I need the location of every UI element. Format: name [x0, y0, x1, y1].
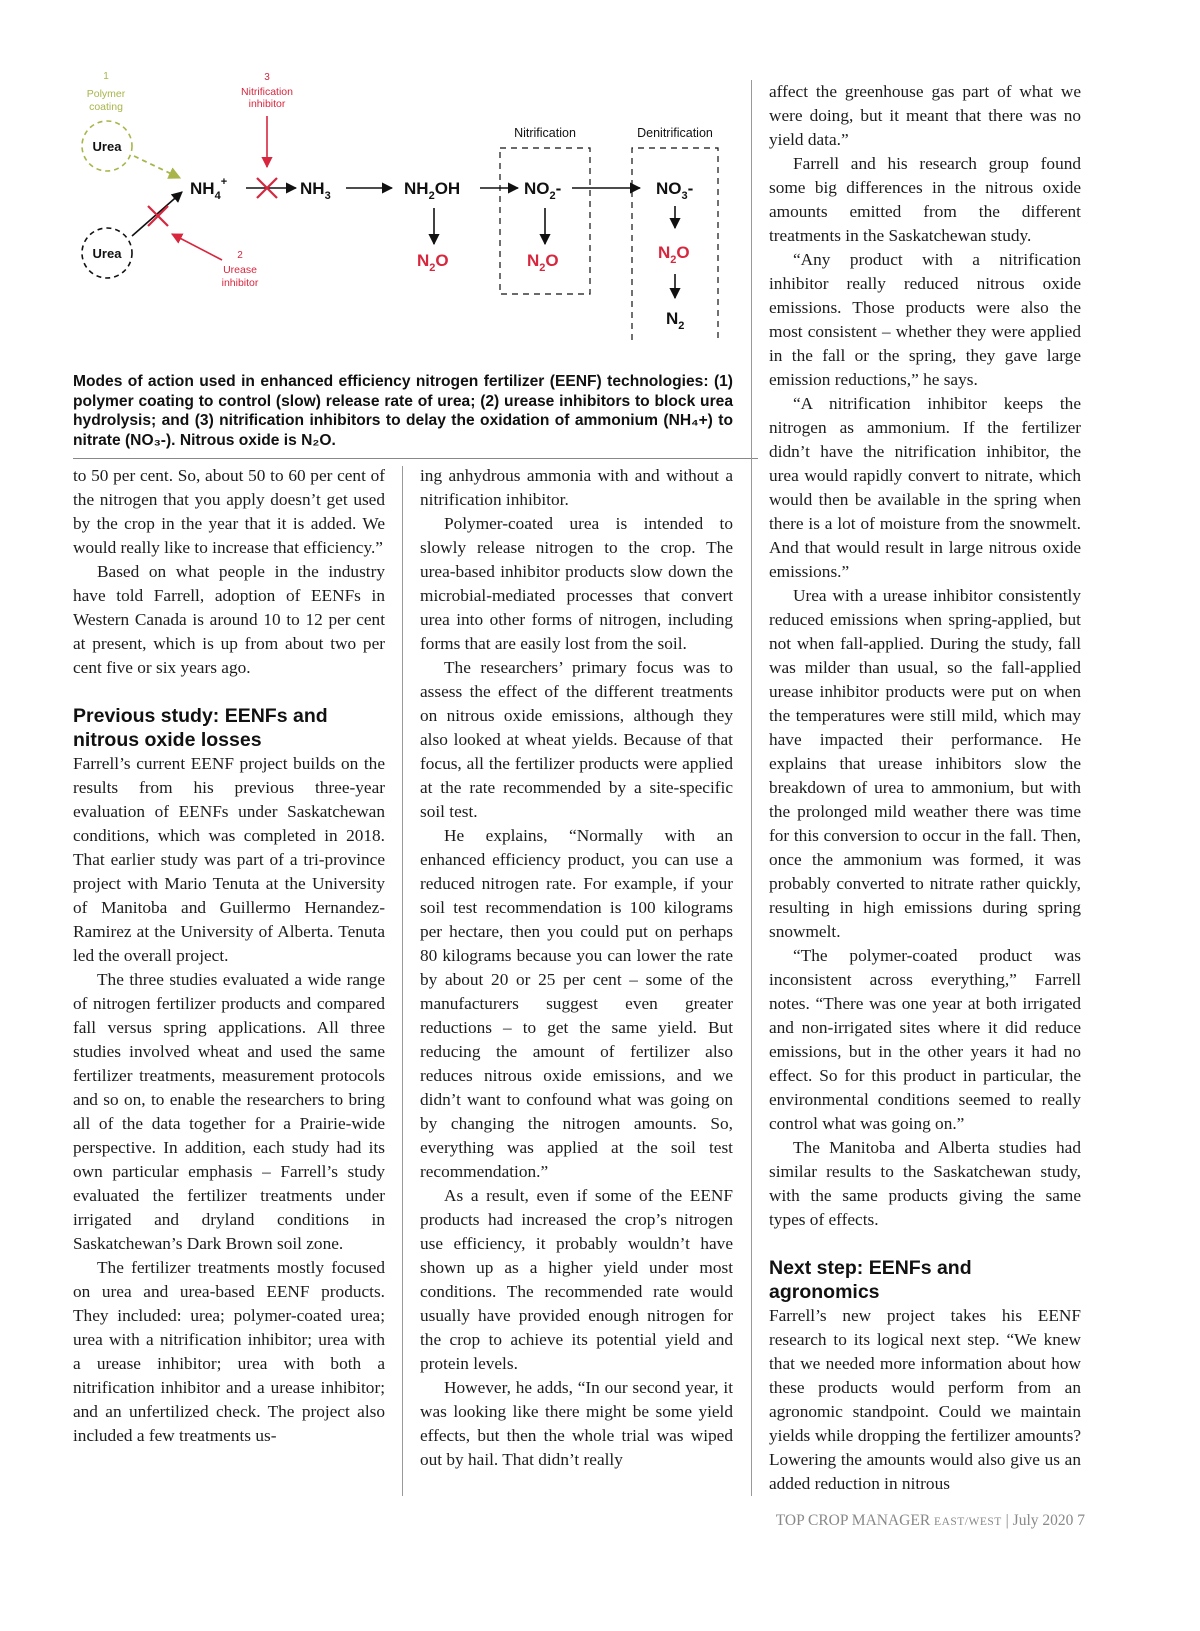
- paragraph: Farrell’s new project takes his EENF research to its logical next step. “We knew that we needed more information about how these products would perform from an agronomic standpoint. Could we maintain yields while dropping the fertilizer amounts? Lowering the amounts would also give us an added reduction in nitrous: [769, 1306, 1081, 1493]
- paragraph: Urea with a urease inhibitor consistently reduced emissions when spring-applied, but not when fall-applied. During the study, fall was milder than usual, so the fall-applied urease inhibitor products were put on when the temperatures were still mild, which may have impacted their performance. He explains that urease inhibitors slow the breakdown of urea to ammonium, but with the prolonged mild weather there was time for this conversion to occur in the fall. Then, once the ammonium was formed, it was probably converted to nitrate rather quickly, resulting in high emissions during spring snowmelt.: [769, 586, 1081, 941]
- nitrogen-pathway-diagram: [60, 68, 770, 368]
- caption-divider: [73, 458, 758, 459]
- nitrite-label: $NO_2-$: [524, 179, 562, 202]
- paragraph: Polymer-coated urea is intended to slowly release nitrogen to the crop. The urea-based inhibitor products slow down the microbial-mediated processes that convert urea into other forms of nitrogen, including forms that are easily lost from the soil.: [420, 514, 733, 653]
- nitrification-label: Nitrification: [514, 126, 576, 140]
- paragraph: Farrell and his research group found some big differences in the nitrous oxide amounts emitted from the different treatments in the Saskatchewan study.: [769, 154, 1081, 245]
- n2-label: $N_2$: [666, 309, 685, 332]
- magazine-name: TOP CROP MANAGER: [775, 1512, 931, 1529]
- label1-line2: coating: [89, 101, 123, 113]
- section-heading-previous-study: Previous study: EENFs and nitrous oxide losses: [73, 705, 328, 751]
- article-column-2: [420, 464, 733, 1472]
- paragraph: ing anhydrous ammonia with and without a nitrification inhibitor.: [420, 466, 733, 509]
- ammonium-label: $NH_4^+$: [190, 176, 228, 202]
- page-number: 7: [1077, 1512, 1085, 1529]
- n2o-label-3: $N_2O$: [658, 243, 690, 266]
- ammonia-label: $NH_3$: [300, 179, 331, 202]
- label2-number: 2: [237, 250, 243, 261]
- paragraph: However, he adds, “In our second year, it was looking like there might be some yield effects, but then the whole trial was wiped out by hail. That didn’t really: [420, 1378, 733, 1469]
- paragraph: affect the greenhouse gas part of what we were doing, but it meant that there was no yield data.”: [769, 82, 1081, 149]
- issue-date: July 2020: [1012, 1512, 1074, 1529]
- paragraph: The Manitoba and Alberta studies had similar results to the Saskatchewan study, with the same products giving the same types of effects.: [769, 1138, 1081, 1229]
- column-divider: [402, 466, 403, 1496]
- paragraph: The researchers’ primary focus was to assess the effect of the different treatments on nitrous oxide emissions, although they also looked at wheat yields. Because of that focus, all the fertilizer products were applied at the rate recommended by a site-specific soil test.: [420, 658, 733, 821]
- hydroxylamine-label: $NH_2OH$: [404, 179, 461, 202]
- section-heading-next-step: Next step: EENFs and agronomics: [769, 1257, 972, 1303]
- paragraph: Based on what people in the industry have told Farrell, adoption of EENFs in Western Canada is around 10 to 12 per cent at present, which is up from about two per cent five or six years ago.: [73, 562, 385, 677]
- label3-line2: inhibitor: [248, 98, 286, 110]
- label3-line1: Nitrification: [241, 86, 293, 98]
- article-column-3: [769, 80, 1081, 1496]
- label3-number: 3: [264, 72, 270, 83]
- article-column-1: [73, 464, 385, 1448]
- edition-name: EAST/WEST: [934, 1516, 1002, 1528]
- n2o-label-2: $N_2O$: [527, 251, 559, 274]
- polymer-coating-arrow: [134, 156, 180, 178]
- paragraph: “Any product with a nitrification inhibitor really reduced nitrous oxide emissions. Those products were also the most consistent – whether they were applied in the fall or the spring, they gave large emission reductions,” he says.: [769, 250, 1081, 389]
- column-divider: [751, 80, 752, 1496]
- urea-top-label: Urea: [92, 139, 122, 154]
- paragraph: to 50 per cent. So, about 50 to 60 per cent of the nitrogen that you apply doesn’t get used by the crop in the year that it is added. We would really like to increase that efficiency.”: [73, 466, 385, 557]
- denitrification-label: Denitrification: [637, 126, 713, 140]
- page-footer: [700, 1512, 1085, 1530]
- nitrate-label: $NO_3-$: [656, 179, 694, 202]
- footer-separator: |: [1005, 1512, 1009, 1529]
- label2-line1: Urease: [223, 264, 257, 276]
- paragraph: The three studies evaluated a wide range of nitrogen fertilizer products and compared fall versus spring applications. All three studies involved wheat and used the same fertilizer treatments, measurement protocols and so on, to enable the researchers to bring all of the data together for a Prairie-wide perspective. In addition, each study had its own particular emphasis – Farrell’s study evaluated the fertilizer treatments under irrigated and dryland conditions in Saskatchewan’s Dark Brown soil zone.: [73, 970, 385, 1253]
- n2o-label-1: $N_2O$: [417, 251, 449, 274]
- paragraph: The fertilizer treatments mostly focused on urea and urea-based EENF products. They included: urea; polymer-coated urea; urea with a nitrification inhibitor; urea with a urease inhibitor; urea with both a nitrification inhibitor and a urease inhibitor; and an unfertilized check. The project also included a few treatments us-: [73, 1258, 385, 1445]
- urea-bottom-label: Urea: [92, 246, 122, 261]
- label1-line1: Polymer: [86, 88, 126, 100]
- paragraph: He explains, “Normally with an enhanced efficiency product, you can use a reduced nitrogen rate. For example, if your soil test recommendation is 100 kilograms per hectare, then you could put on perhaps 80 kilograms because you can lower the rate by about 20 or 25 per cent – some of the manufacturers suggest even greater reductions – to get the same yield. But reducing the amount of fertilizer also reduces nitrous oxide emissions, and we didn’t want to confound what was going on by changing the nitrogen amounts. So, everything was applied at the soil test recommendation.”: [420, 826, 733, 1181]
- figure-caption: Modes of action used in enhanced efficiency nitrogen fertilizer (EENF) technologies: (1) polymer coating to control (slow) release rate of urea; (2) urease inhibitors to block urea hydrolysis; and (3) nitrification inhibitors to delay the oxidation of ammonium (NH₄+) to nitrate (NO₃-). Nitrous oxide is N₂O.: [73, 373, 733, 449]
- paragraph: “A nitrification inhibitor keeps the nitrogen as ammonium. If the fertilizer didn’t have the nitrification inhibitor, the urea would rapidly convert to nitrate, which would then be available in the spring when there is a lot of moisture from the snowmelt. And that would result in large nitrous oxide emissions.”: [769, 394, 1081, 581]
- paragraph: Farrell’s current EENF project builds on the results from his previous three-year evaluation of EENFs under Saskatchewan conditions, which was completed in 2018. That earlier study was part of a tri-province project with Mario Tenuta at the University of Manitoba and Guillermo Hernandez-Ramirez at the University of Alberta. Tenuta led the overall project.: [73, 754, 385, 965]
- label2-line2: inhibitor: [221, 277, 259, 289]
- paragraph: As a result, even if some of the EENF products had increased the crop’s nitrogen use efficiency, it probably wouldn’t have shown up as a higher yield under most conditions. The recommended rate would usually have provided enough nitrogen for the crop to achieve its potential yield and protein levels.: [420, 1186, 733, 1373]
- diagram-svg: [60, 68, 770, 368]
- paragraph: “The polymer-coated product was inconsistent across everything,” Farrell notes. “There was one year at both irrigated and non-irrigated sites where it did reduce emissions, but in the other years it had no effect. So for this product in particular, the environmental conditions seemed to really control what was going on.”: [769, 946, 1081, 1133]
- urease-inhibitor-arrow: [172, 234, 222, 260]
- label1-number: 1: [103, 71, 109, 82]
